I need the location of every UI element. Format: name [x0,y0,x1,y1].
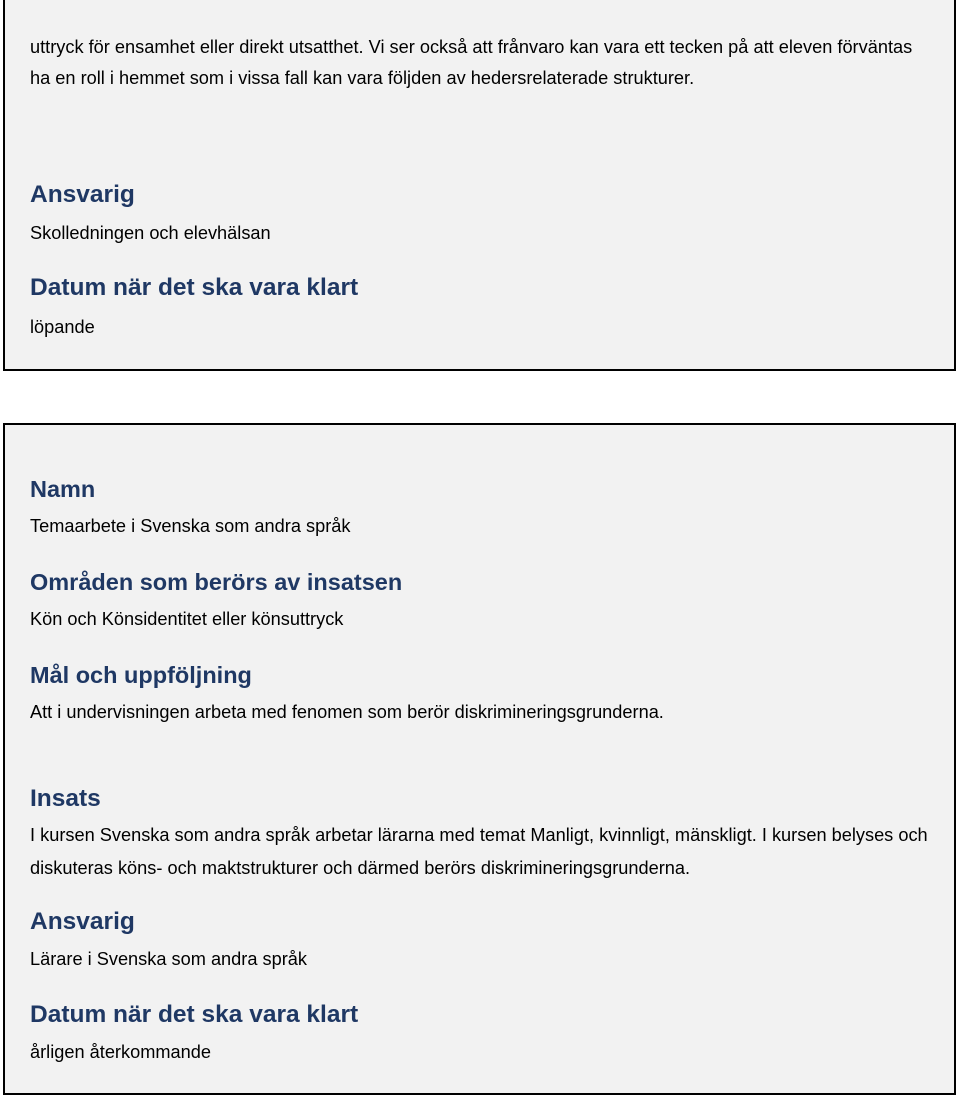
areas-heading: Områden som berörs av insatsen [30,569,403,595]
responsible-heading: Ansvarig [30,181,135,208]
action-heading: Insats [30,785,101,812]
goals-value: Att i undervisningen arbeta med fenomen som berör diskrimineringsgrunderna. [30,702,664,722]
measure-box-previous [3,0,956,371]
goals-heading: Mål och uppföljning [30,662,252,688]
due-date-heading: Datum när det ska vara klart [30,274,359,301]
name-value: Temaarbete i Svenska som andra språk [30,516,351,536]
measure-description-text: uttryck för ensamhet eller direkt utsatthet. Vi ser också att frånvaro kan vara ett tecken på att eleven förväntas ha en roll i hemmet som i vissa fall kan vara följden av hedersrelaterade strukturer. [30,37,913,88]
due-date-value: löpande [30,317,95,337]
due-date-heading: Datum när det ska vara klart [30,1001,359,1028]
due-date-value: årligen återkommande [30,1042,211,1062]
action-value: I kursen Svenska som andra språk arbetar lärarna med temat Manligt, kvinnligt, mänskligt. I kursen belyses och diskuteras köns- och maktstrukturer och därmed berörs diskrimineringsgrunderna. [30,825,928,878]
measure-box-theme-work [3,423,956,1095]
areas-value: Kön och Könsidentitet eller könsuttryck [30,609,344,629]
responsible-heading: Ansvarig [30,908,135,935]
name-heading: Namn [30,476,96,502]
responsible-value: Lärare i Svenska som andra språk [30,949,307,969]
responsible-value: Skolledningen och elevhälsan [30,223,271,243]
